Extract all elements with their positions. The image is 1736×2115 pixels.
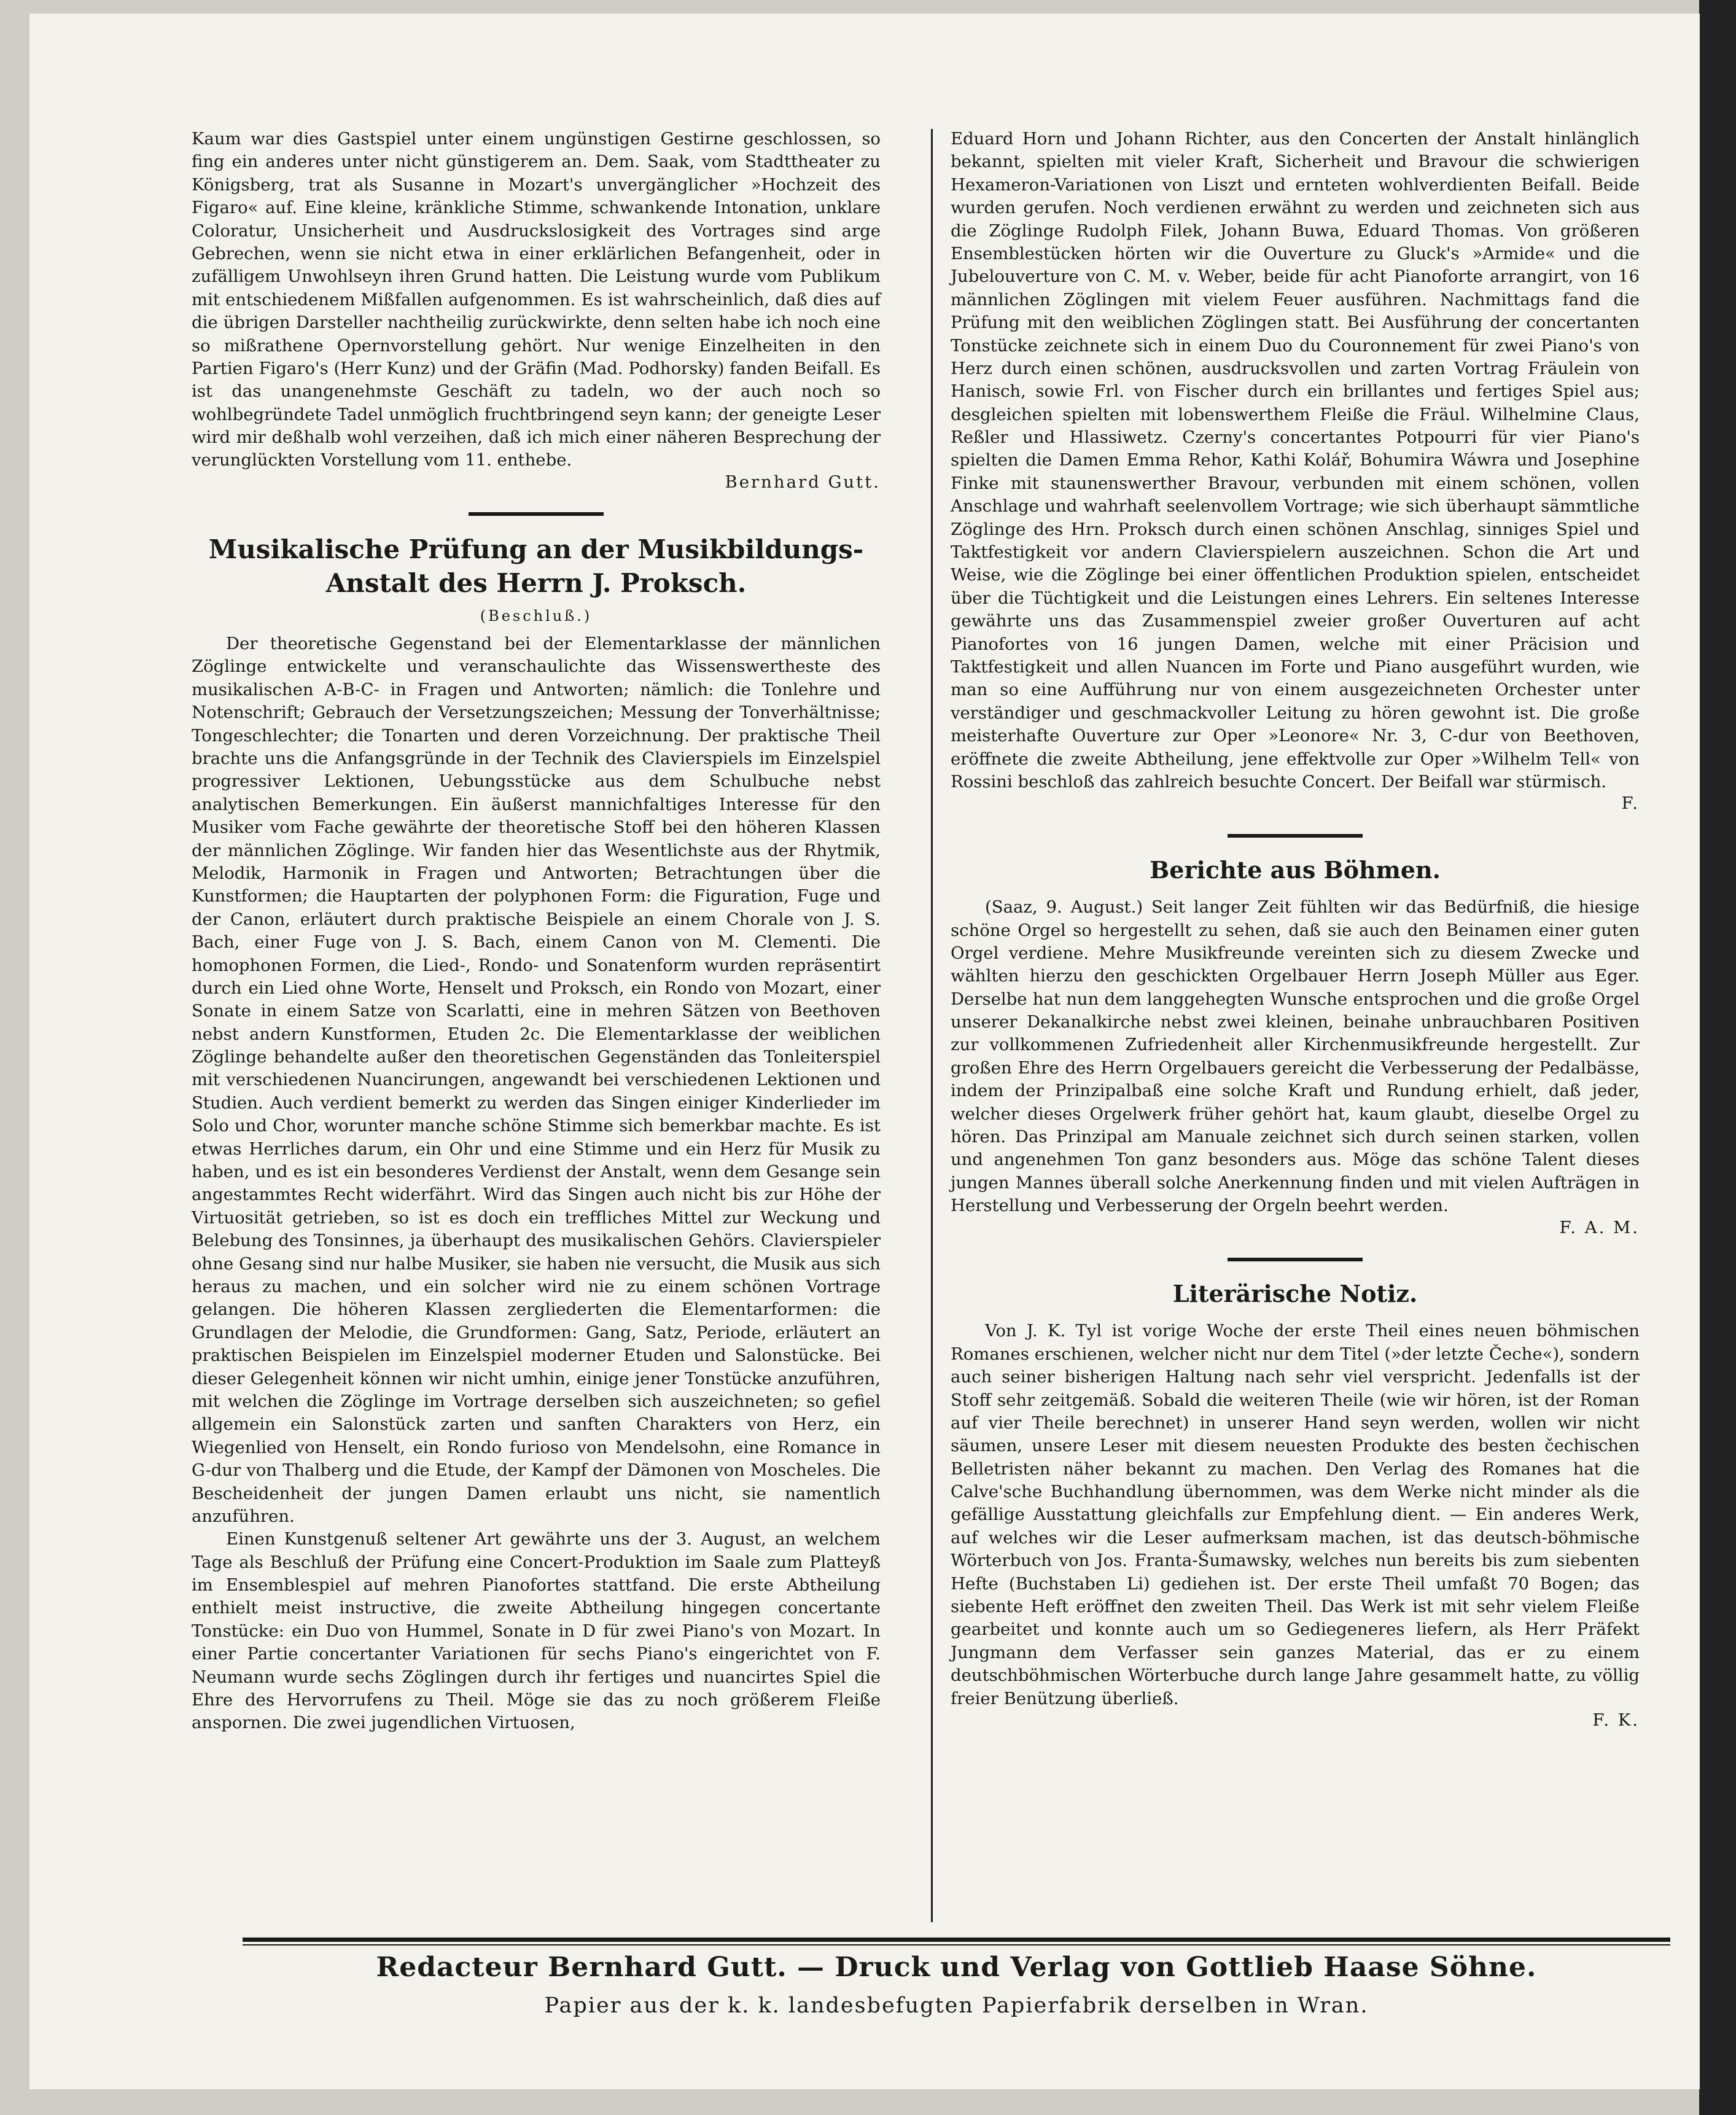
article-continuation-paragraph: Eduard Horn und Johann Richter, aus den Concerten der Anstalt hinlänglich bekannt, spielten mit vieler Kraft, Sicherheit und Bravour die schwierigen Hexameron-Variationen von Liszt und ernteten wohlverdienten Beifall. Beide wurden gerufen. Noch verdienen erwähnt zu werden und zeichneten sich aus die Zöglinge Rudolph Filek, Johann Buwa, Eduard Thomas. Von größeren Ensemblestücken hörten wir die Ouverture zu Gluck's »Armide« und die Jubelouverture von C. M. v. Weber, beide für acht Pianoforte arrangirt, von 16 männlichen Zöglingen mit vielem Feuer ausführen. Nachmittags fand die Prüfung mit den weiblichen Zöglingen statt. Bei Ausführung der concertanten Tonstücke zeichnete sich in einem Duo du Couronnement für zwei Piano's von Herz durch einen schönen, ausdrucksvollen und zarten Vortrag Fräulein von Hanisch, sowie Frl. von Fischer durch ein brillantes und fertiges Spiel aus; desgleichen spielten mit lobenswerthem Fleiße die Fräul. Wilhelmine Claus, Reßler und Hlassiwetz. Czerny's concertantes Potpourri für vier Piano's spielten die Damen Emma Rehor, Kathi Kolář, Bohumira Wáwra und Josephine Finke mit staunenswerther Bravour, verbunden mit einem schönen, vollen Anschlage und wahrhaft seelenvollem Vortrage; wie sich überhaupt sämmtliche Zöglinge des Hrn. Proksch durch einen schönen Anschlag, sinniges Spiel und Taktfestigkeit vor andern Clavierspielern auszeichnen. Schon die Art und Weise, wie die Zöglinge bei einer öffentlichen Produktion spielen, entscheidet über die Tüchtigkeit und die Leistungen eines Lehrers. Ein seltenes Interesse gewährte uns das Zusammenspiel zweier großer Ouverturen auf acht Pianofortes von 16 jungen Damen, welche mit einer Präcision und Taktfestigkeit und allen Nuancen im Forte und Piano ausgeführt wurden, wie man so eine Aufführung nur von einem ausgezeichneten Orchester unter verständiger und geschmackvoller Leitung zu hören gewohnt ist. Die große meisterhafte Ouverture zur Oper »Leonore« Nr. 3, C-dur von Beethoven, eröffnete die zweite Abtheilung, jene effektvolle zur Oper »Wilhelm Tell« von Rossini beschloß das zahlreich besuchte Concert. Der Beifall war stürmisch. <box>951 129 1640 792</box>
article-tyl-paragraph: Von J. K. Tyl ist vorige Woche der erste Theil eines neuen böhmischen Romanes erschienen, welcher nicht nur dem Titel (»der letzte Čeche«), sondern auch seiner bisherigen Haltung nach sehr viel verspricht. Jedenfalls ist der Stoff sehr zeitgemäß. Sobald die weiteren Theile (wie wir hören, ist der Roman auf vier Theile berechnet) in unserer Hand seyn werden, wollen wir nicht säumen, unsere Leser mit diesem neuesten Produkte des besten čechischen Belletristen näher bekannt zu machen. Den Verlag des Romanes hat die Calve'sche Buchhandlung übernommen, was dem Werke nicht minder als die gefällige Ausstattung gleichfalls zur Empfehlung dient. — Ein anderes Werk, auf welches wir die Leser aufmerksam machen, ist das deutsch-böhmische Wörterbuch von Jos. Franta-Šumawsky, welches nun bereits bis zum siebenten Hefte (Buchstaben Li) gediehen ist. Der erste Theil umfaßt 70 Bogen; das siebente Heft eröffnet den zweiten Theil. Das Werk ist mit sehr vielem Fleiße gearbeitet und konnte auch um so Gediegeneres liefern, als Herr Präfekt Jungmann dem Verfasser sein ganzes Material, das er zu einem deutschböhmischen Wörterbuche durch lange Jahre gesammelt hatte, zu völlig freier Benützung überließ. <box>951 1321 1640 1708</box>
separator-rule <box>1228 1258 1363 1261</box>
heading-literaerische-notiz: Literärische Notiz. <box>1172 1279 1418 1307</box>
article-theory-paragraph: Der theoretische Gegenstand bei der Elementarklasse der männlichen Zöglinge entwickelte und veranschaulichte das Wissenswertheste des musikalischen A-B-C- in Fragen und Antworten; nämlich: die Tonlehre und Notenschrift; Gebrauch der Versetzungszeichen; Messung der Tonverhältnisse; Tongeschlechter; die Tonarten und deren Vorzeichnung. Der praktische Theil brachte uns die Anfangsgründe in der Technik des Clavierspiels im Einzelspiel progressiver Lektionen, Uebungsstücke aus dem Schulbuche nebst analytischen Bemerkungen. Ein äußerst mannichfaltiges Interesse für den Musiker vom Fache gewährte der theoretische Stoff bei den höheren Klassen der männlichen Zöglinge. Wir fanden hier das Wesentlichste aus der Rhytmik, Melodik, Harmonik in Fragen und Antworten; Betrachtungen über die Kunstformen; die Hauptarten der polyphonen Form: die Figuration, Fuge und der Canon, erläutert durch praktische Beispiele an einem Chorale von J. S. Bach, einer Fuge von J. S. Bach, einem Canon von M. Clementi. Die homophonen Formen, die Lied-, Rondo- und Sonatenform wurden repräsentirt durch ein Lied ohne Worte, Henselt und Proksch, ein Rondo von Mozart, einer Sonate in einem Satze von Scarlatti, eine in mehren Sätzen von Beethoven nebst andern Kunstformen, Etuden 2c. Die Elementarklasse der weiblichen Zöglinge behandelte außer den theoretischen Gegenständen das Tonleiterspiel mit verschiedenen Nuancirungen, angewandt bei verschiedenen Lektionen und Studien. Auch verdient bemerkt zu werden das Singen einiger Kinderlieder im Solo und Chor, worunter manche schöne Stimme sich bemerkbar machte. Es ist etwas Herrliches darum, ein Ohr und eine Stimme und ein Herz für Musik zu haben, und es ist ein besonderes Verdienst der Anstalt, wenn dem Gesange sein angestammtes Recht widerfährt. Wird das Singen auch nicht bis zur Höhe der Virtuosität getrieben, so ist es doch ein treffliches Mittel zur Weckung und Belebung des Tonsinnes, ja überhaupt des musikalischen Gehörs. Clavierspieler ohne Gesang sind nur halbe Musiker, sie haben nie versucht, die Musik aus sich heraus zu machen, und ein solcher wird nie zu einem schönen Vortrage gelangen. Die höheren Klassen zergliederten die Elementarformen: die Grundlagen der Melodie, die Grundformen: Gang, Satz, Periode, erläutert an praktischen Beispielen im Einzelspiel moderner Etuden und Salonstücke. Bei dieser Gelegenheit können wir nicht umhin, einige jener Tonstücke anzuführen, mit welchen die Zöglinge im Vortrage derselben sich auszeichneten; so gefiel allgemein ein Salonstück zarten und sanften Charakters von Herz, ein Wiegenlied von Henselt, ein Rondo furioso von Mendelsohn, eine Romance in G-dur von Thalberg und die Etude, der Kampf der Dämonen von Moscheles. Die Bescheidenheit der jungen Damen erlaubt uns nicht, sie namentlich anzuführen. <box>192 634 881 1526</box>
heading-musikalische-pruefung-line1: Musikalische Prüfung an der Musikbildungs- <box>208 534 864 565</box>
right-column <box>951 128 1640 1732</box>
heading-berichte-aus-boehmen: Berichte aus Böhmen. <box>1150 855 1441 884</box>
signature-fk: F. K. <box>1592 1710 1640 1730</box>
footer-rule-thin <box>243 1944 1670 1946</box>
signature-gutt: Bernhard Gutt. <box>725 472 881 492</box>
footer-rule-thick <box>243 1938 1670 1942</box>
heading-musikalische-pruefung-line2: Anstalt des Herrn J. Proksch. <box>325 567 747 598</box>
separator-rule <box>469 512 604 516</box>
column-divider <box>931 129 933 1922</box>
signature-fam: F. A. M. <box>1559 1217 1640 1237</box>
article-concert-paragraph: Einen Kunstgenuß seltener Art gewährte uns der 3. August, an welchem Tage als Beschluß der Prüfung eine Concert-Produktion im Saale zum Platteyß im Ensemblespiel auf mehren Pianofortes stattfand. Die erste Abtheilung enthielt meist instructive, die zweite Abtheilung hingegen concertante Tonstücke: ein Duo von Hummel, Sonate in D für zwei Piano's von Mozart. In einer Partie concertanter Variationen für sechs Piano's eingerichtet von F. Neumann wurde sechs Zöglingen durch ihr fertiges und nuancirtes Spiel die Ehre des Hervorrufens zu Theil. Möge sie das zu noch größerem Fleiße anspornen. Die zwei jugendlichen Virtuosen, <box>192 1529 881 1733</box>
scan-edge <box>1699 0 1736 2115</box>
separator-rule <box>1228 834 1363 838</box>
imprint-line: Redacteur Bernhard Gutt. — Druck und Verlag von Gottlieb Haase Söhne. <box>376 1952 1537 1983</box>
article-saaz-paragraph: (Saaz, 9. August.) Seit langer Zeit fühlten wir das Bedürfniß, die hiesige schöne Orgel so hergestellt zu sehen, daß sie auch den Beinamen einer guten Orgel verdiene. Mehre Musikfreunde vereinten sich zu diesem Zwecke und wählten hierzu den geschickten Orgelbauer Herrn Joseph Müller aus Eger. Derselbe hat nun dem langgehegten Wunsche entsprochen und die große Orgel unserer Dekanalkirche nebst zwei kleinen, beinahe unbrauchbaren Positiven zur vollkommenen Zufriedenheit aller Kirchenmusikfreunde hergestellt. Zur großen Ehre des Herrn Orgelbauers gereicht die Verbesserung der Pedalbässe, indem der Prinzipalbaß eine solche Kraft und Rundung erhielt, daß jeder, welcher dieses Orgelwerk früher gehört hat, kaum glaubt, dieselbe Orgel zu hören. Das Prinzipal am Manuale zeichnet sich durch seinen starken, vollen und angenehmen Ton ganz besonders aus. Möge das schöne Talent dieses jungen Mannes überall solche Anerkennung finden und mit vielen Aufträgen in Herstellung und Verbesserung der Orgeln beehrt werden. <box>951 897 1640 1216</box>
left-column <box>192 128 881 1735</box>
signature-f: F. <box>1621 793 1640 814</box>
article-gastspiel-paragraph: Kaum war dies Gastspiel unter einem ungünstigen Gestirne geschlossen, so fing ein anderes unter nicht günstigerem an. Dem. Saak, vom Stadttheater zu Königsberg, trat als Susanne in Mozart's unvergänglicher »Hochzeit des Figaro« auf. Eine kleine, kränkliche Stimme, schwankende Intonation, unklare Coloratur, Unsicherheit und Ausdruckslosigkeit des Vortrages sind arge Gebrechen, wenn sie nicht etwa in einer erklärlichen Befangenheit, oder in zufälligem Unwohlseyn ihren Grund hatten. Die Leistung wurde vom Publikum mit entschiedenem Mißfallen aufgenommen. Es ist wahrscheinlich, daß dies auf die übrigen Darsteller nachtheilig zurückwirkte, denn selten habe ich noch eine so mißrathene Opernvorstellung gehört. Nur wenige Einzelheiten in den Partien Figaro's (Herr Kunz) und der Gräfin (Mad. Podhorsky) fanden Beifall. Es ist das unangenehmste Geschäft zu tadeln, wo der auch noch so wohlbegründete Tadel unmöglich fruchtbringend seyn kann; der geneigte Leser wird mir deßhalb wohl verzeihen, daß ich mich einer näheren Besprechung der verunglückten Vorstellung vom 11. enthebe. <box>192 129 881 470</box>
paper-note-line: Papier aus der k. k. landesbefugten Papierfabrik derselben in Wran. <box>544 1993 1369 2018</box>
conclusion-note: (Beschluß.) <box>480 607 593 625</box>
